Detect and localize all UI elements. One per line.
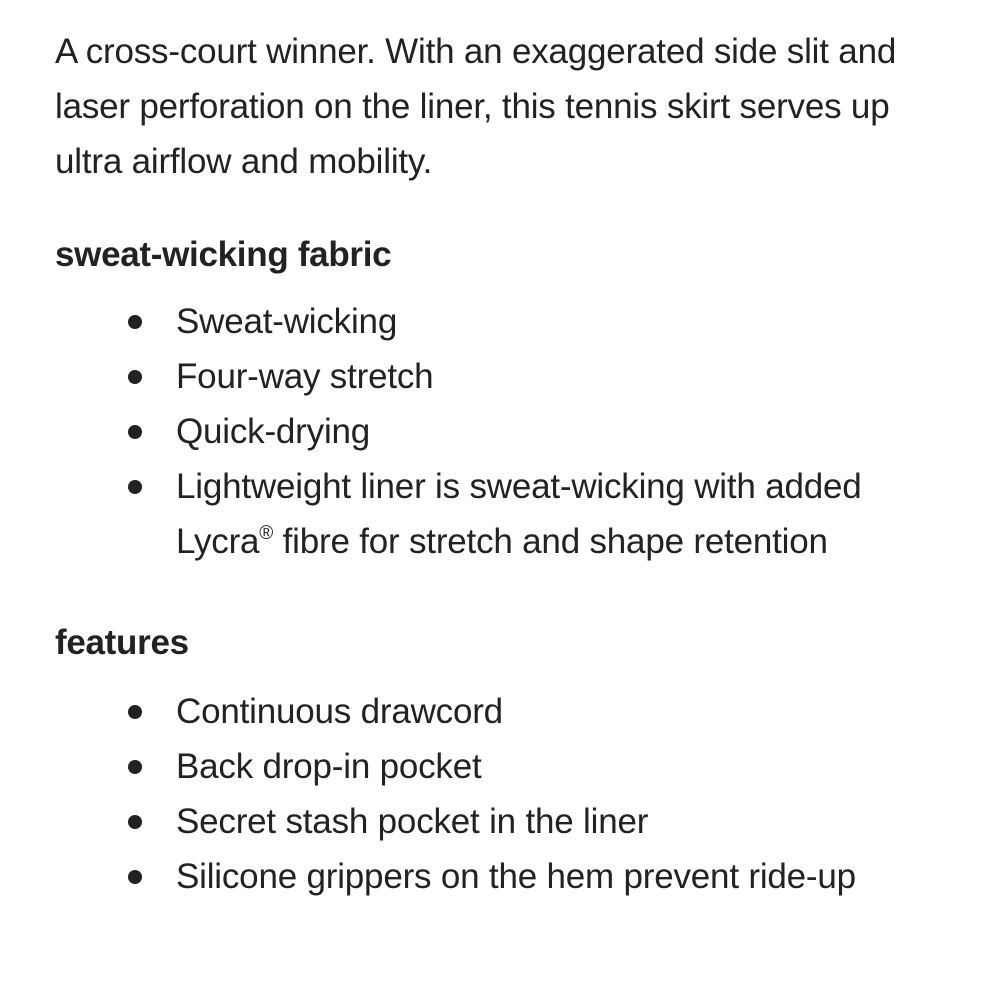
list-item-text: Back drop-in pocket — [176, 747, 482, 786]
bullet-icon — [128, 705, 142, 719]
list-item-text: Quick-drying — [176, 412, 371, 451]
bullet-icon — [128, 760, 142, 774]
registered-mark: ® — [259, 523, 274, 544]
list-item — [176, 849, 960, 904]
list-item-text: Silicone grippers on the hem prevent ride-up — [176, 857, 856, 896]
list-item — [176, 459, 960, 569]
list-item-text-before: Lightweight liner is sweat-wicking with added Lycra — [176, 467, 862, 561]
features-heading: features — [55, 623, 189, 662]
list-item-text-after: fibre for stretch and shape retention — [273, 522, 828, 561]
features-list — [55, 684, 960, 904]
bullet-icon — [128, 480, 142, 494]
list-item — [176, 294, 960, 349]
intro-paragraph: A cross-court winner. With an exaggerated side slit and laser perforation on the liner, this tennis skirt serves up ultra airflow and mobility. — [55, 32, 897, 181]
bullet-icon — [128, 425, 142, 439]
list-item-text: Continuous drawcord — [176, 692, 503, 731]
list-item — [176, 739, 960, 794]
list-item-text: Four-way stretch — [176, 357, 434, 396]
bullet-icon — [128, 870, 142, 884]
list-item — [176, 404, 960, 459]
bullet-icon — [128, 315, 142, 329]
list-item — [176, 684, 960, 739]
fabric-list — [55, 294, 960, 569]
list-item — [176, 794, 960, 849]
bullet-icon — [128, 370, 142, 384]
list-item-text: Secret stash pocket in the liner — [176, 802, 649, 841]
list-item-text: Sweat-wicking — [176, 302, 398, 341]
bullet-icon — [128, 815, 142, 829]
list-item — [176, 349, 960, 404]
fabric-heading: sweat-wicking fabric — [55, 235, 392, 274]
